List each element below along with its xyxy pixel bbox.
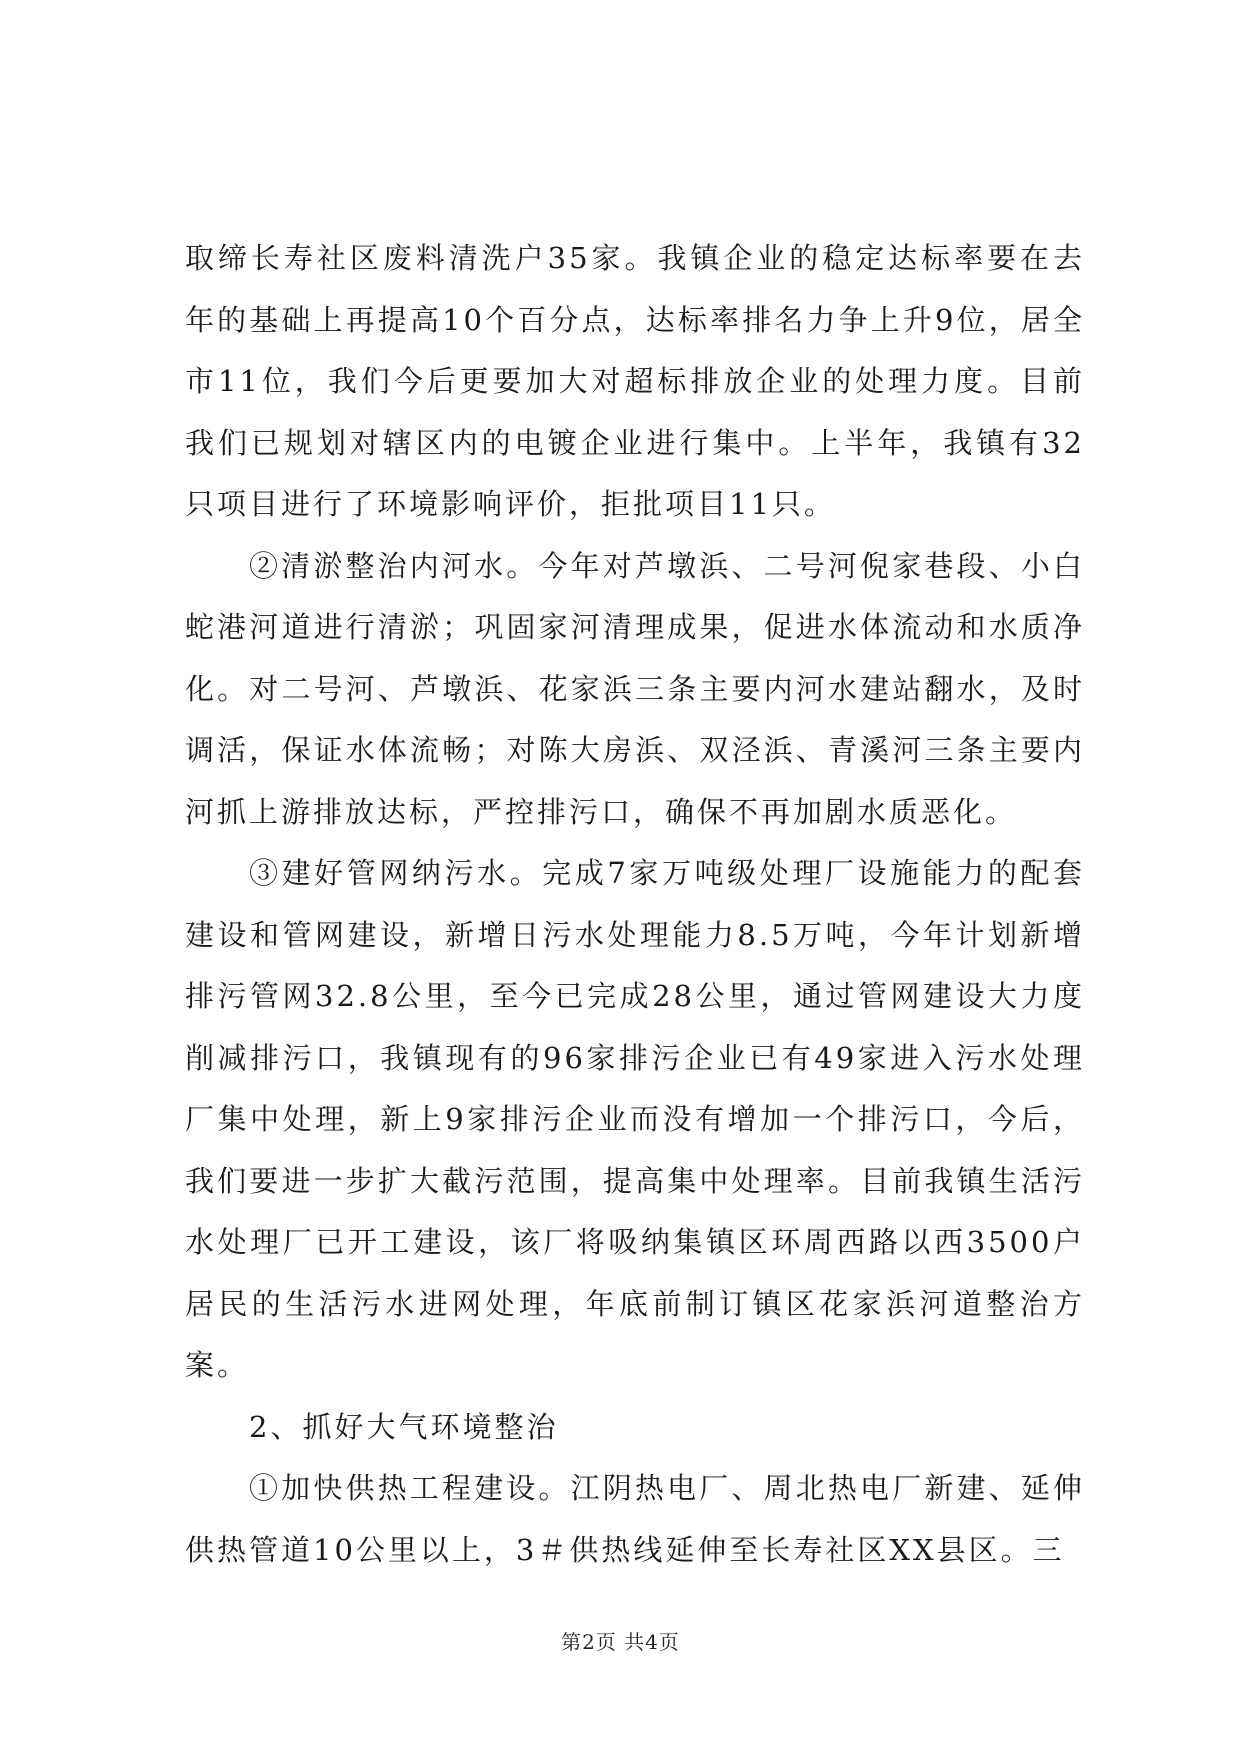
document-body: [185, 228, 1085, 1581]
section-heading-air-environment: 2、抓好大气环境整治: [249, 1409, 559, 1444]
page-number-footer: 第2页 共4页: [561, 1630, 680, 1654]
paragraph-sewage-network: ③建好管网纳污水。完成7家万吨级处理厂设施能力的配套建设和管网建设，新增日污水处理能力8.5万吨，今年计划新增排污管网32.8公里，至今已完成28公里，通过管网建设大力度削减排污口，我镇现有的96家排污企业已有49家进入污水处理厂集中处理，新上9家排污企业而没有增加一个排污口，今后，我们要进一步扩大截污范围，提高集中处理率。目前我镇生活污水处理厂已开工建设，该厂将吸纳集镇区环周西路以西3500户居民的生活污水进网处理，年底前制订镇区花家浜河道整治方案。: [185, 856, 1085, 1382]
paragraph-heating-project: ①加快供热工程建设。江阴热电厂、周北热电厂新建、延伸供热管道10公里以上，3＃供热线延伸至长寿社区XX县区。三: [185, 1471, 1085, 1567]
paragraph-continuation: 取缔长寿社区废料清洗户35家。我镇企业的稳定达标率要在去年的基础上再提高10个百分点，达标率排名力争上升9位，居全市11位，我们今后更要加大对超标排放企业的处理力度。目前我们已规划对辖区内的电镀企业进行集中。上半年，我镇有32只项目进行了环境影响评价，拒批项目11只。: [185, 241, 1085, 521]
paragraph-river-dredging: ②清淤整治内河水。今年对芦墩浜、二号河倪家巷段、小白蛇港河道进行清淤；巩固家河清理成果，促进水体流动和水质净化。对二号河、芦墩浜、花家浜三条主要内河水建站翻水，及时调活，保证水体流畅；对陈大房浜、双泾浜、青溪河三条主要内河抓上游排放达标，严控排污口，确保不再加剧水质恶化。: [185, 548, 1085, 829]
